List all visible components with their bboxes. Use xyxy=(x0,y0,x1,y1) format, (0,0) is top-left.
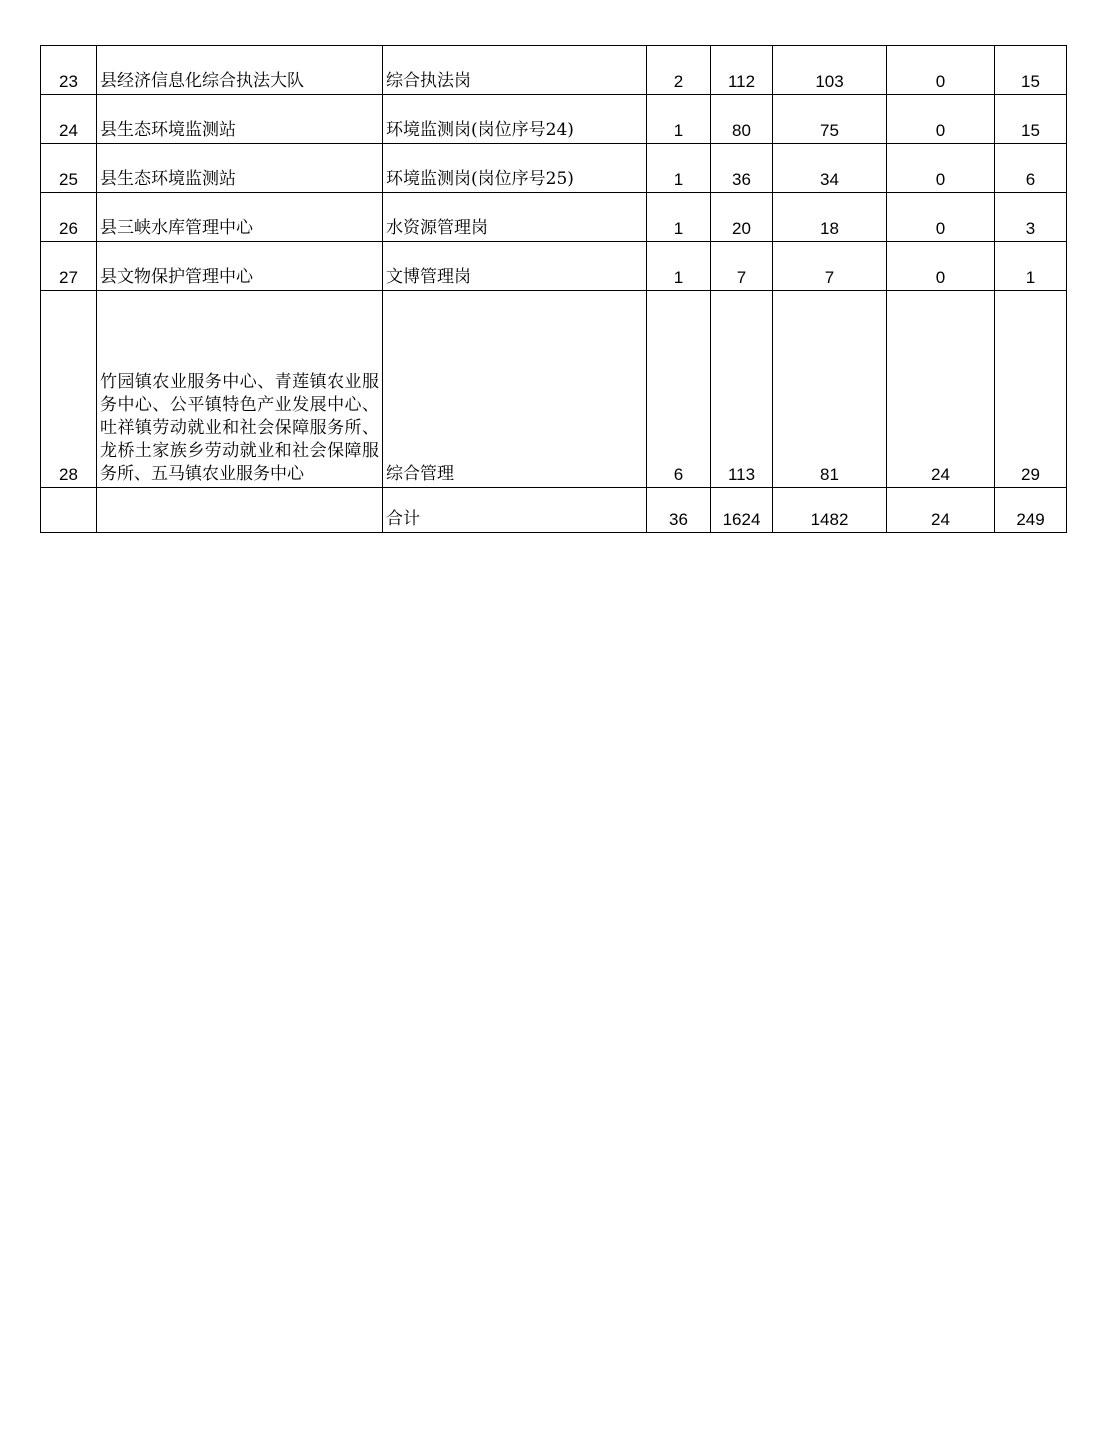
row-number-cell: 24 xyxy=(41,95,97,144)
table-row xyxy=(41,193,1067,242)
post-name-cell: 文博管理岗 xyxy=(383,242,647,291)
unit-name-cell: 县生态环境监测站 xyxy=(97,95,383,144)
passed-cell: 34 xyxy=(773,144,887,193)
unit-name-cell: 县三峡水库管理中心 xyxy=(97,193,383,242)
passed-cell: 81 xyxy=(773,291,887,488)
post-name-cell: 水资源管理岗 xyxy=(383,193,647,242)
total-special-cell: 24 xyxy=(887,488,995,533)
applicants-cell: 7 xyxy=(711,242,773,291)
row-number-cell: 26 xyxy=(41,193,97,242)
special-cell: 0 xyxy=(887,193,995,242)
total-quota-cell: 36 xyxy=(647,488,711,533)
table-row xyxy=(41,144,1067,193)
total-paid-cell: 249 xyxy=(995,488,1067,533)
total-passed-cell: 1482 xyxy=(773,488,887,533)
applicants-cell: 20 xyxy=(711,193,773,242)
quota-cell: 1 xyxy=(647,95,711,144)
paid-cell: 29 xyxy=(995,291,1067,488)
table-row xyxy=(41,95,1067,144)
passed-cell: 7 xyxy=(773,242,887,291)
passed-cell: 75 xyxy=(773,95,887,144)
post-name-cell: 环境监测岗(岗位序号24) xyxy=(383,95,647,144)
table-row xyxy=(41,242,1067,291)
applicants-cell: 112 xyxy=(711,46,773,95)
special-cell: 24 xyxy=(887,291,995,488)
quota-cell: 1 xyxy=(647,242,711,291)
quota-cell: 2 xyxy=(647,46,711,95)
special-cell: 0 xyxy=(887,144,995,193)
post-name-cell: 综合管理 xyxy=(383,291,647,488)
unit-name-cell: 县生态环境监测站 xyxy=(97,144,383,193)
special-cell: 0 xyxy=(887,46,995,95)
unit-name-cell: 县文物保护管理中心 xyxy=(97,242,383,291)
unit-name-cell: 县经济信息化综合执法大队 xyxy=(97,46,383,95)
applicants-cell: 80 xyxy=(711,95,773,144)
total-number-cell xyxy=(41,488,97,533)
row-number-cell: 27 xyxy=(41,242,97,291)
table-row xyxy=(41,291,1067,488)
total-applicants-cell: 1624 xyxy=(711,488,773,533)
paid-cell: 6 xyxy=(995,144,1067,193)
row-number-cell: 28 xyxy=(41,291,97,488)
recruitment-statistics-table xyxy=(40,45,1067,533)
row-number-cell: 23 xyxy=(41,46,97,95)
table-row xyxy=(41,46,1067,95)
post-name-cell: 环境监测岗(岗位序号25) xyxy=(383,144,647,193)
paid-cell: 15 xyxy=(995,95,1067,144)
unit-name-cell: 竹园镇农业服务中心、青莲镇农业服务中心、公平镇特色产业发展中心、吐祥镇劳动就业和社会保障服务所、龙桥土家族乡劳动就业和社会保障服务所、五马镇农业服务中心 xyxy=(97,291,383,488)
paid-cell: 15 xyxy=(995,46,1067,95)
total-unit-cell xyxy=(97,488,383,533)
quota-cell: 1 xyxy=(647,144,711,193)
special-cell: 0 xyxy=(887,95,995,144)
paid-cell: 1 xyxy=(995,242,1067,291)
applicants-cell: 113 xyxy=(711,291,773,488)
quota-cell: 1 xyxy=(647,193,711,242)
passed-cell: 18 xyxy=(773,193,887,242)
total-row xyxy=(41,488,1067,533)
quota-cell: 6 xyxy=(647,291,711,488)
passed-cell: 103 xyxy=(773,46,887,95)
special-cell: 0 xyxy=(887,242,995,291)
row-number-cell: 25 xyxy=(41,144,97,193)
paid-cell: 3 xyxy=(995,193,1067,242)
applicants-cell: 36 xyxy=(711,144,773,193)
total-label-cell: 合计 xyxy=(383,488,647,533)
post-name-cell: 综合执法岗 xyxy=(383,46,647,95)
